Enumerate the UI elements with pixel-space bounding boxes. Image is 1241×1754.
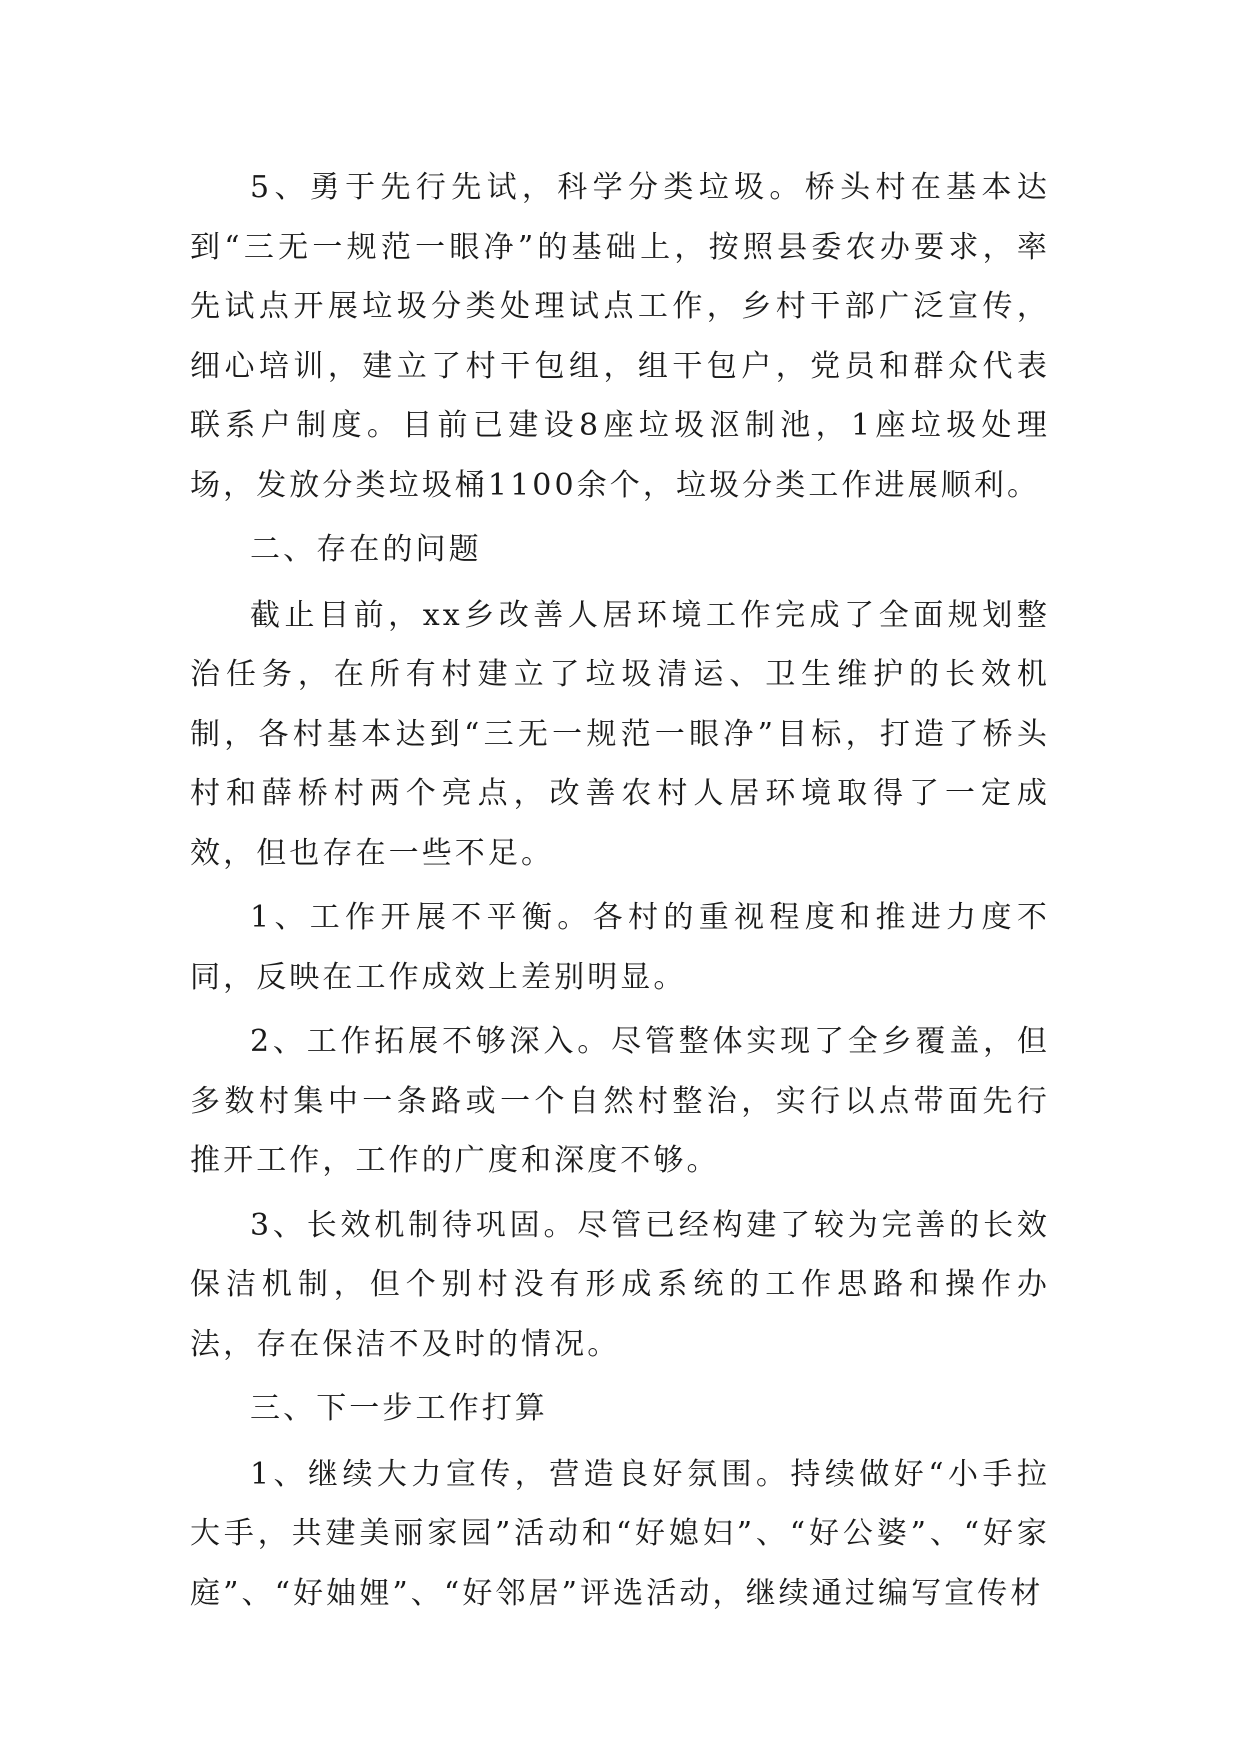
paragraph-problem-1: 1、工作开展不平衡。各村的重视程度和推进力度不同，反映在工作成效上差别明显。 [190, 900, 1050, 995]
paragraph-problem-2: 2、工作拓展不够深入。尽管整体实现了全乡覆盖，但多数村集中一条路或一个自然村整治，实行以点带面先行推开工作，工作的广度和深度不够。 [190, 1024, 1050, 1178]
section-heading-existing-problems: 二、存在的问题 [250, 532, 482, 567]
document-page [190, 158, 1050, 1628]
section-heading-next-steps: 三、下一步工作打算 [250, 1391, 548, 1426]
paragraph-garbage-sorting: 5、勇于先行先试，科学分类垃圾。桥头村在基本达到“三无一规范一眼净”的基础上，按照县委农办要求，率先试点开展垃圾分类处理试点工作，乡村干部广泛宣传，细心培训，建立了村干包组，组干包户，党员和群众代表联系户制度。目前已建设8座垃圾沤制池，1座垃圾处理场，发放分类垃圾桶1100余个，垃圾分类工作进展顺利。 [190, 170, 1050, 503]
paragraph-next-step-1: 1、继续大力宣传，营造良好氛围。持续做好“小手拉大手，共建美丽家园”活动和“好媳妇”、“好公婆”、“好家庭”、“好妯娌”、“好邻居”评选活动，继续通过编写宣传材 [190, 1456, 1050, 1611]
paragraph-overview: 截止目前，xx乡改善人居环境工作完成了全面规划整治任务，在所有村建立了垃圾清运、卫生维护的长效机制，各村基本达到“三无一规范一眼净”目标，打造了桥头村和薛桥村两个亮点，改善农村人居环境取得了一定成效，但也存在一些不足。 [190, 597, 1050, 871]
paragraph-problem-3: 3、长效机制待巩固。尽管已经构建了较为完善的长效保洁机制，但个别村没有形成系统的工作思路和操作办法，存在保洁不及时的情况。 [190, 1207, 1050, 1362]
